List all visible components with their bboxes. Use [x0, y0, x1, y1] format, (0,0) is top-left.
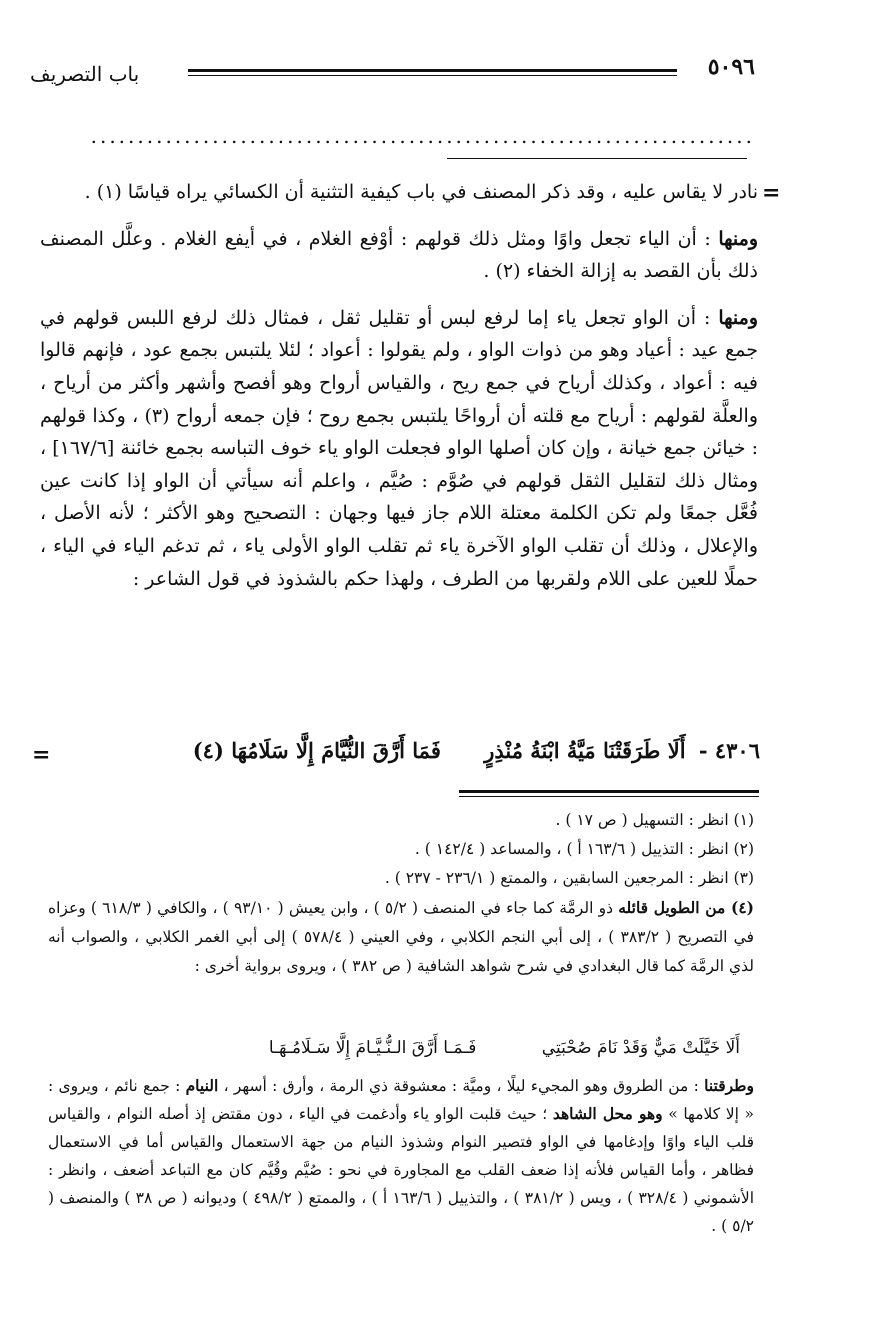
main-text — [40, 176, 758, 595]
footnote-5-kw-3: وهو محل الشاهد — [552, 1104, 663, 1123]
paragraph-1: نادر لا يقاس عليه ، وقد ذكر المصنف في باب كيفية التثنية أن الكسائي يراه قياسًا (١) . — [84, 181, 758, 203]
footnote-5 — [48, 1072, 754, 1240]
footnote-5-text-1: : من الطروق وهو المجيء ليلًا ، وميَّة : معشوقة ذي الرمة ، وأرق : أسهر ، — [218, 1077, 705, 1095]
footnote-5-kw-1: وطرقتنا — [704, 1076, 754, 1095]
footnote-4 — [48, 893, 754, 981]
footnote-4-lead: (٤) من الطويل قائله — [618, 898, 754, 917]
verse-hemistich-1: أَلَا طَرَقَتْنَا مَيَّةُ ابْنَةُ مُنْذِرٍ — [484, 738, 686, 763]
chapter-title: باب التصريف — [30, 62, 140, 86]
paragraph-3 — [40, 302, 758, 595]
dotted-separator: ....................................................................... — [90, 124, 755, 148]
footnote-rule-thick — [459, 790, 759, 793]
paragraph-2-keyword: ومنها — [718, 227, 758, 250]
verse-hemistich-2: فَمَا أَرَّقَ النُّيَّامَ إِلَّا سَلَامُهَا (٤) — [192, 738, 441, 763]
footnote-5-text-3: ؛ حيث قلبت الواو ياء وأدغمت في الياء ، دون مقتض إذ أصله النوام ، والقياس قلب الياء واوًا وإدغامها في الواو فتصير النوام وشذوذ النيام من جهة الاستعمال والقياس أما في الاستعمال فظاهر ، وأما القياس فلأنه إذا ضعف القلب مع المجاورة في نحو : صُيَّم وقُيَّم كان مع التباعد أضعف ، وانظر : الأشموني ( ٣٢٨/٤ ) ، ويس ( ٣٨١/٢ ) ، والتذييل ( ١٦٣/٦ أ ) ، والممتع ( ٤٩٨/٢ ) وديوانه ( ص ٣٨ ) والمنصف ( ٥/٢ ) . — [48, 1105, 755, 1235]
footnote-rule-thin — [459, 796, 759, 797]
footnote-2: (٢) انظر : التذييل ( ١٦٣/٦ أ ) ، والمساعد ( ١٤٢/٤ ) . — [414, 840, 754, 858]
paragraph-3-text: : أن الواو تجعل ياء إما لرفع لبس أو تقليل ثقل ، فمثال ذلك لرفع اللبس قولهم في جمع عيد : أعياد وهو من ذوات الواو ، ولم يقولوا : أعواد ؛ لئلا يلتبس بجمع عود ، فإنهم قالوا فيه : أعواد ، وكذلك أرياح في جمع ريح ، والقياس أرواح وهو أفصح وأشهر وأكثر من أرياح ، والعلَّة لقولهم : أرياح مع قلته أن أرواحًا يلتبس بجمع روح ؛ فإن جمعه أرواح (٣) ، وكذا قولهم : خيائن جمع خيانة ، وإن كان أصلها الواو فجعلت الواو ياء خوف التباسه بجمع خائنة [١٦٧/٦] ، ومثال ذلك لتقليل الثقل قولهم في صُوَّم : صُيَّم ، واعلم أنه سيأتي أن الواو إذا كانت عين فُعَّل جمعًا ولم تكن الكلمة معتلة اللام جاز فيها وجهان : التصحيح وهو الأكثر ؛ لأنه الأصل ، والإعلال ، وذلك أن تقلب الواو الآخرة ياء ثم تقلب الواو الأولى ياء ، ثم تدغم الياء في الياء ، حملًا للعين على اللام ولقربها من الطرف ، ولهذا حكم بالشذوذ في قول الشاعر : — [40, 306, 758, 590]
footnote-5-kw-2: النيام — [185, 1076, 219, 1095]
paragraph-3-keyword: ومنها — [718, 306, 758, 329]
header-rule-thick — [188, 69, 677, 72]
page-header — [30, 52, 755, 92]
alt-verse-hemistich-1: أَلَا خَيَّلَتْ مَيٌّ وَقَدْ نَامَ صُحْبَتِي — [541, 1038, 740, 1058]
footnote-5-text-2: : جمع نائم ، ويروى : « إلا كلامها » — [48, 1077, 754, 1123]
verse-number: ٤٣٠٦ - — [698, 738, 760, 763]
footnote-3: (٣) انظر : المرجعين السابقين ، والممتع ( ٢٣٦/١ - ٢٣٧ ) . — [384, 869, 754, 887]
page-number: ٥٠٩٦ — [707, 54, 755, 80]
footnote-commentary — [48, 1072, 754, 1240]
continuation-mark: = — [762, 180, 781, 206]
section-rule — [447, 158, 747, 159]
footnote-alt-verse — [130, 1038, 740, 1058]
footnote-1: (١) انظر : التسهيل ( ص ١٧ ) . — [555, 811, 754, 829]
poetry-verse — [70, 738, 760, 763]
paragraph-2-text: : أن الياء تجعل واوًا ومثل ذلك قولهم : أوْفع الغلام ، في أيفع الغلام . وعلَّل المصنف ذلك بأن القصد به إزالة الخفاء (٢) . — [40, 227, 758, 283]
footnote-4-text: ذو الرمَّة كما جاء في المنصف ( ٥/٢ ) ، وابن يعيش ( ٩٣/١٠ ) ، والكافي ( ٦١٨/٣ ) وعزاه في التصريح ( ٣٨٣/٢ ) ، إلى أبي النجم الكلابي ، وفي العيني ( ٥٧٨/٤ ) إلى أبي الغمر الكلابي ، والصواب أنه لذي الرمَّة كما قال البغدادي في شرح شواهد الشافية ( ص ٣٨٢ ) ، ويروى برواية أخرى : — [48, 899, 754, 975]
verse-continuation-mark: = — [32, 742, 51, 768]
footnotes — [48, 806, 754, 981]
paragraph-2 — [40, 223, 758, 288]
alt-verse-hemistich-2: فَـمَـا أَرَّقَ الـنُّـيَّـامَ إِلَّا سَـلَامُـهَـا — [268, 1038, 477, 1058]
header-rule-thin — [188, 75, 677, 76]
